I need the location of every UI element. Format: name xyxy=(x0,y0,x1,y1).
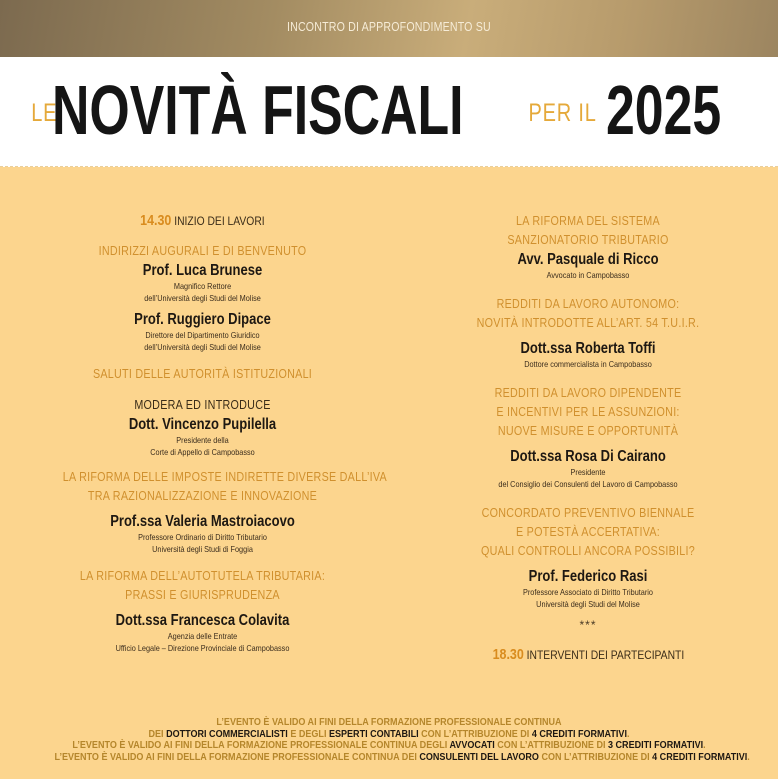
topic-autotutela-2: PRASSI E GIURISPRUDENZA xyxy=(125,588,280,602)
role-rasi-2: Università degli Studi del Molise xyxy=(536,599,640,609)
speaker-colavita: Dott.ssa Francesca Colavita xyxy=(115,612,290,629)
speaker-mastroiacovo: Prof.ssa Valeria Mastroiacovo xyxy=(110,513,295,530)
separator: *** xyxy=(579,618,597,632)
title-le: LE xyxy=(31,99,58,127)
program-right-column xyxy=(418,212,758,664)
topic-dipendente-2: E INCENTIVI PER LE ASSUNZIONI: xyxy=(496,405,680,419)
speaker-di-ricco: Avv. Pasquale di Ricco xyxy=(517,251,659,268)
end-row xyxy=(418,646,758,664)
moderator-label: MODERA ED INTRODUCE xyxy=(134,398,271,412)
topic-indirect-taxes-1: LA RIFORMA DELLE IMPOSTE INDIRETTE DIVERSE DALL’IVA xyxy=(62,470,387,484)
header-banner xyxy=(0,0,778,57)
greetings-label: INDIRIZZI AUGURALI E DI BENVENUTO xyxy=(98,244,307,258)
role-pupilella-2: Corte di Appello di Campobasso xyxy=(150,447,255,457)
title-bar xyxy=(0,57,778,167)
role-colavita-2: Ufficio Legale – Direzione Provinciale di Campobasso xyxy=(115,643,290,653)
speaker-di-cairano: Dott.ssa Rosa Di Cairano xyxy=(510,448,666,465)
kicker-text: INCONTRO DI APPROFONDIMENTO SU xyxy=(287,19,491,34)
topic-sanzioni-2: SANZIONATORIO TRIBUTARIO xyxy=(507,233,669,247)
topic-concordato-3: QUALI CONTROLLI ANCORA POSSIBILI? xyxy=(480,544,696,558)
end-label: INTERVENTI DEI PARTECIPANTI xyxy=(526,648,684,662)
topic-autotutela-1: LA RIFORMA DELL’AUTOTUTELA TRIBUTARIA: xyxy=(79,569,326,583)
footer-line-1: L’EVENTO È VALIDO AI FINI DELLA FORMAZIONE PROFESSIONALE CONTINUA xyxy=(216,716,562,728)
role-rasi-1: Professore Associato di Diritto Tributario xyxy=(522,587,654,597)
footer-line-3: L’EVENTO È VALIDO AI FINI DELLA FORMAZIONE PROFESSIONALE CONTINUA DEGLI AVVOCATI CON L’ATTRIBUZIONE DI 3 CREDITI FORMATIVI. xyxy=(72,739,706,751)
role-di-cairano-2: del Consiglio dei Consulenti del Lavoro di Campobasso xyxy=(498,479,678,489)
speaker-pupilella: Dott. Vincenzo Pupilella xyxy=(128,416,277,433)
end-time: 18.30 xyxy=(492,647,524,663)
role-di-cairano-1: Presidente xyxy=(570,467,606,477)
role-brunese-1: Magnifico Rettore xyxy=(173,281,232,291)
start-row xyxy=(40,212,365,230)
start-time: 14.30 xyxy=(140,213,172,229)
footer-line-2: DEI DOTTORI COMMERCIALISTI E DEGLI ESPERTI CONTABILI CON L’ATTRIBUZIONE DI 4 CREDITI FORMATIVI. xyxy=(148,727,630,740)
topic-sanzioni-1: LA RIFORMA DEL SISTEMA xyxy=(516,214,660,228)
title-year: 2025 xyxy=(606,71,722,149)
speaker-toffi: Dott.ssa Roberta Toffi xyxy=(520,340,656,357)
role-dipace-2: dell’Università degli Studi del Molise xyxy=(144,342,261,352)
title-main: NOVITÀ FISCALI xyxy=(52,71,464,149)
program-left-column xyxy=(40,212,387,654)
role-pupilella-1: Presidente della xyxy=(176,435,229,445)
speaker-brunese: Prof. Luca Brunese xyxy=(142,262,263,279)
topic-concordato-2: E POTESTÀ ACCERTATIVA: xyxy=(515,525,661,539)
role-mastroiacovo-1: Professore Ordinario di Diritto Tributario xyxy=(138,532,267,542)
credits-footer xyxy=(0,717,778,763)
speaker-rasi: Prof. Federico Rasi xyxy=(528,568,648,585)
speaker-dipace: Prof. Ruggiero Dipace xyxy=(134,311,271,328)
role-di-ricco: Avvocato in Campobasso xyxy=(546,270,630,280)
title-per: PER IL xyxy=(528,99,597,127)
topic-dipendente-1: REDDITI DA LAVORO DIPENDENTE xyxy=(494,386,682,400)
footer-line-4: L’EVENTO È VALIDO AI FINI DELLA FORMAZIONE PROFESSIONALE CONTINUA DEI CONSULENTI DEL LAVORO CON L’ATTRIBUZIONE DI 4 CREDITI FORMATIVI. xyxy=(54,750,750,763)
start-label: INIZIO DEI LAVORI xyxy=(174,214,265,228)
topic-dipendente-3: NUOVE MISURE E OPPORTUNITÀ xyxy=(497,424,679,438)
role-mastroiacovo-2: Università degli Studi di Foggia xyxy=(152,544,253,554)
topic-autonomo-2: NOVITÀ INTRODOTTE ALL’ART. 54 T.U.I.R. xyxy=(476,316,700,330)
topic-concordato-1: CONCORDATO PREVENTIVO BIENNALE xyxy=(481,506,695,520)
role-toffi: Dottore commercialista in Campobasso xyxy=(524,359,652,369)
role-colavita-1: Agenzia delle Entrate xyxy=(167,631,238,641)
role-dipace-1: Direttore del Dipartimento Giuridico xyxy=(145,330,260,340)
role-brunese-2: dell’Università degli Studi del Molise xyxy=(144,293,261,303)
authorities-label: SALUTI DELLE AUTORITÀ ISTITUZIONALI xyxy=(92,367,313,381)
topic-indirect-taxes-2: TRA RAZIONALIZZAZIONE E INNOVAZIONE xyxy=(87,489,318,503)
topic-autonomo-1: REDDITI DA LAVORO AUTONOMO: xyxy=(496,297,680,311)
